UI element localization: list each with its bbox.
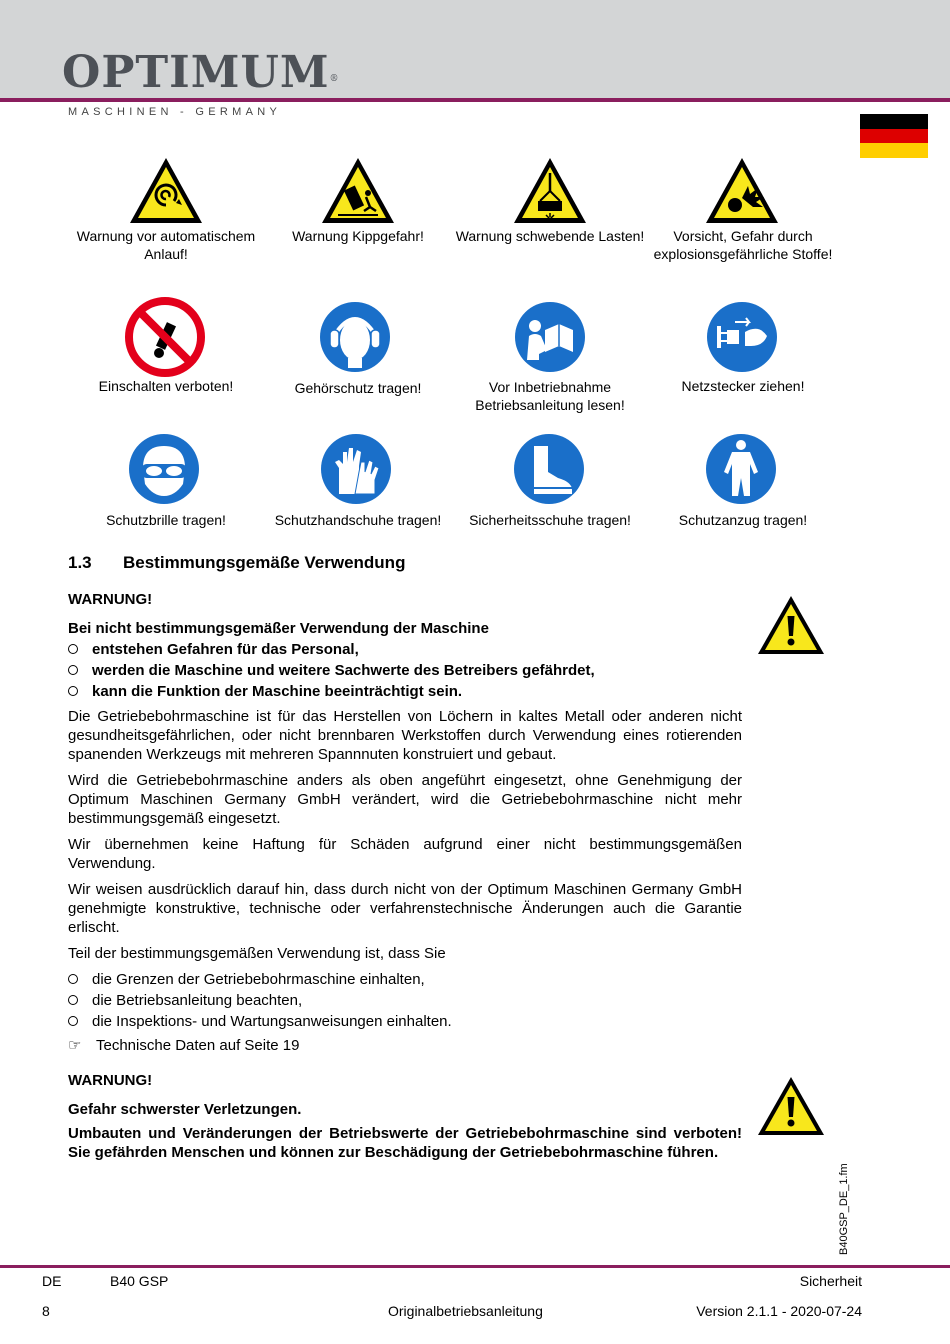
protective-suit-icon: [704, 432, 778, 506]
ear-protection-icon: [318, 300, 392, 374]
warning-bullet: kann die Funktion der Maschine beeinträchtigt sein.: [68, 682, 462, 701]
symbol-label: Warnung Kippgefahr!: [292, 228, 424, 244]
auto-start-warning-icon: [126, 153, 206, 233]
symbol-label: Schutzanzug tragen!: [678, 512, 808, 528]
symbol-label: Sicherheitsschuhe tragen!: [469, 512, 631, 528]
warning-bullet: werden die Maschine und weitere Sachwerte des Betreibers gefährdet,: [68, 661, 595, 680]
section-title: Bestimmungsgemäße Verwendung: [123, 553, 406, 572]
symbol-label: Einschalten verboten!: [98, 378, 234, 394]
paragraph: Wir übernehmen keine Haftung für Schäden aufgrund einer nicht bestimmungsgemäßen Verwendung.: [68, 836, 742, 872]
section-number: 1.3: [68, 553, 92, 572]
symbol-label: Warnung vor automatischem Anlauf!: [76, 228, 256, 262]
safety-shoes-icon: [512, 432, 586, 506]
footer-version: Version 2.1.1 - 2020-07-24: [696, 1303, 862, 1319]
switch-on-prohibited-icon: [123, 295, 207, 379]
optimum-logo: [62, 48, 340, 98]
paragraph: Wird die Getriebebohrmaschine anders als oben angeführt eingesetzt, ohne Genehmigung der Optimum Maschinen Germany GmbH verändert, wird die Getriebebohrmaschine nicht mehr bestimmungsgemäß eingesetzt.: [68, 772, 742, 827]
footer-divider: [0, 1265, 950, 1268]
use-bullet: die Betriebsanleitung beachten,: [68, 991, 302, 1010]
safety-gloves-icon: [319, 432, 393, 506]
warning-title: WARNUNG!: [68, 591, 153, 608]
use-bullet: die Inspektions- und Wartungsanweisungen einhalten.: [68, 1012, 452, 1031]
suspended-load-warning-icon: [510, 153, 590, 233]
warning-text: Umbauten und Veränderungen der Betriebswerte der Getriebebohrmaschine sind verboten! Sie gefährden Menschen und können zur Beschädigung der Getriebebohrmaschine führen.: [68, 1125, 742, 1161]
symbol-label: Vor Inbetriebnahme Betriebsanleitung lesen!: [475, 379, 625, 413]
reference-text: Technische Daten auf Seite 19: [96, 1037, 300, 1054]
warning-title: WARNUNG!: [68, 1072, 153, 1089]
general-warning-icon: [756, 1075, 826, 1137]
symbol-label: Gehörschutz tragen!: [294, 380, 422, 396]
header-divider: [0, 98, 950, 102]
file-name-label: B40GSP_DE_1.fm: [838, 1163, 850, 1255]
paragraph: Wir weisen ausdrücklich darauf hin, dass durch nicht von der Optimum Maschinen Germany GmbH genehmigte konstruktive, technische oder verfahrenstechnische Änderungen auch die Garantie erlischt.: [68, 881, 742, 936]
symbol-label: Warnung schwebende Lasten!: [455, 228, 645, 244]
tipping-warning-icon: [318, 153, 398, 233]
cross-reference[interactable]: [68, 1036, 299, 1055]
unplug-icon: [705, 300, 779, 374]
read-manual-icon: [513, 300, 587, 374]
section-heading: [68, 553, 405, 573]
warning-bullet: entstehen Gefahren für das Personal,: [68, 640, 359, 659]
logo-text: OPTIMUM: [62, 47, 330, 98]
use-bullet: die Grenzen der Getriebebohrmaschine einhalten,: [68, 970, 425, 989]
safety-goggles-icon: [127, 432, 201, 506]
paragraph: Teil der bestimmungsgemäßen Verwendung ist, dass Sie: [68, 945, 446, 962]
warning-lead: Bei nicht bestimmungsgemäßer Verwendung der Maschine: [68, 620, 489, 637]
logo-registered-mark: ®: [329, 74, 340, 84]
symbol-label: Schutzbrille tragen!: [106, 512, 226, 528]
footer-document-type: Originalbetriebsanleitung: [388, 1303, 543, 1319]
symbol-label: Vorsicht, Gefahr durch explosionsgefährliche Stoffe!: [653, 228, 833, 262]
german-flag-icon: [860, 114, 928, 158]
symbol-label: Schutzhandschuhe tragen!: [274, 512, 442, 528]
footer-model: B40 GSP: [110, 1273, 169, 1289]
footer-language: DE: [42, 1273, 62, 1289]
explosive-warning-icon: [702, 153, 782, 233]
warning-line: Gefahr schwerster Verletzungen.: [68, 1101, 302, 1118]
footer-page-number: 8: [42, 1303, 50, 1319]
paragraph: Die Getriebebohrmaschine ist für das Herstellen von Löchern in kaltes Metall oder anderen nicht gesundheitsgefährlichen, oder nicht brennbaren Werkstoffen durch Verwendung eines rotierenden spanenden Werkzeugs mit mehreren Spannnuten konstruiert und gebaut.: [68, 708, 742, 763]
symbol-label: Netzstecker ziehen!: [681, 378, 805, 394]
footer-chapter: Sicherheit: [799, 1273, 862, 1289]
pointing-hand-icon: ☞: [68, 1037, 82, 1054]
logo-subtitle: MASCHINEN - GERMANY: [68, 106, 282, 118]
general-warning-icon: [756, 594, 826, 656]
